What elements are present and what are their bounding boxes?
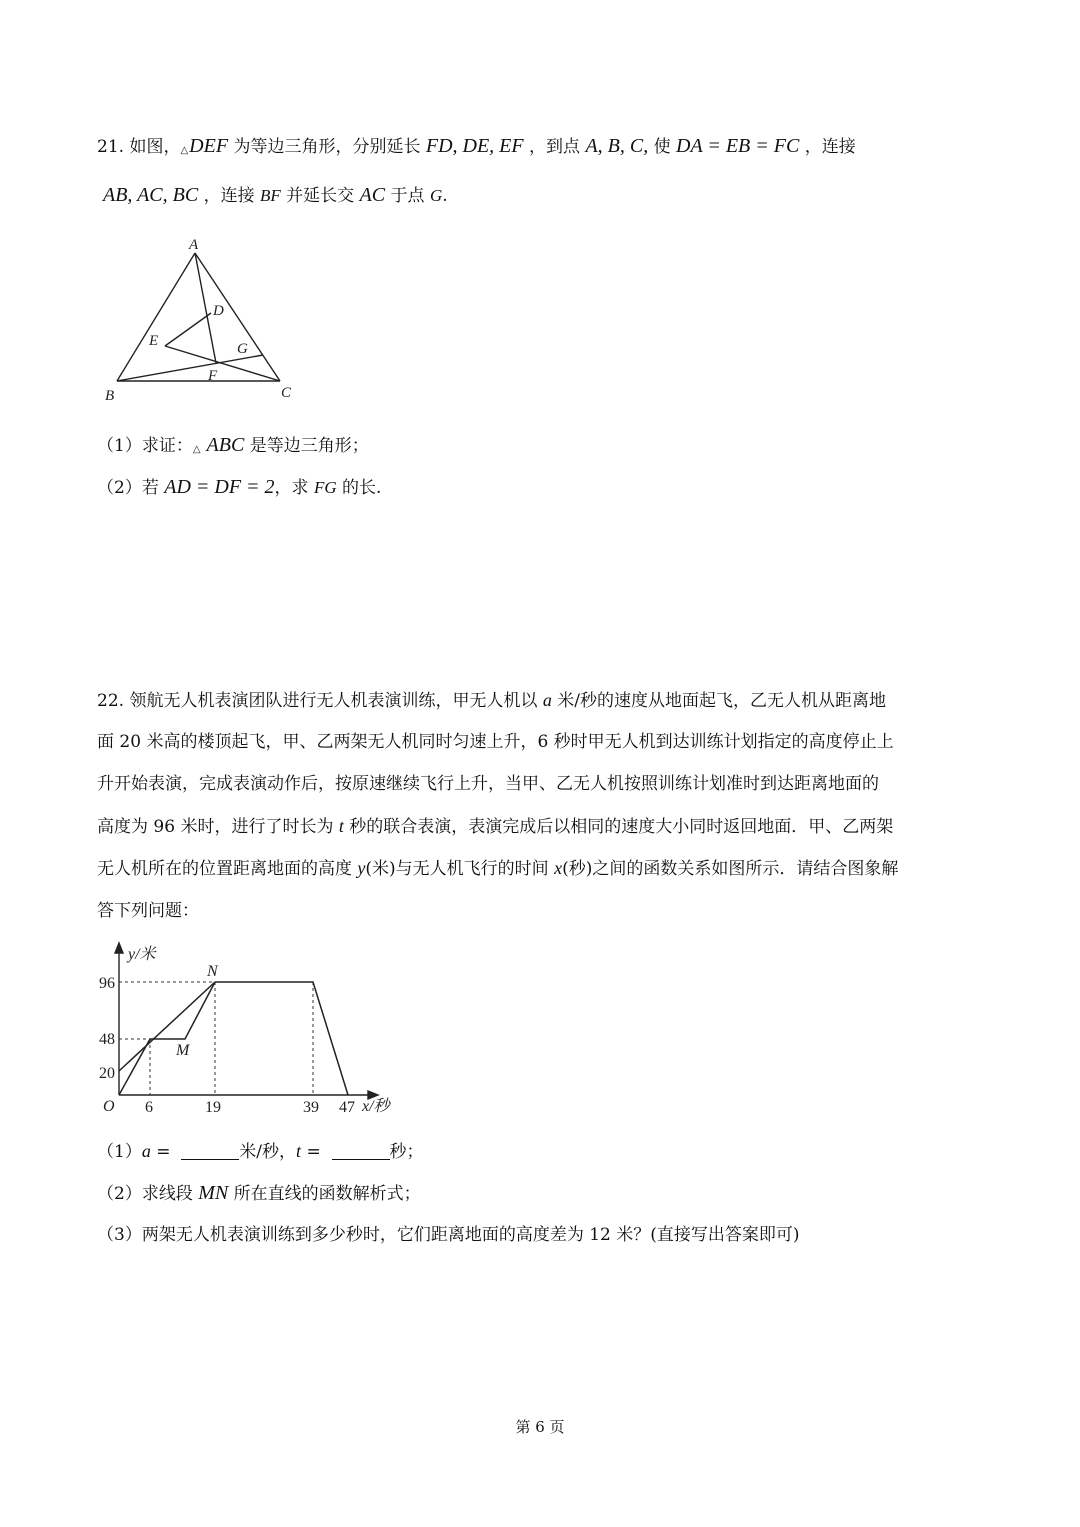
answer-blank-a[interactable] <box>181 1141 239 1160</box>
q21-line-1: 21. 如图，△DEF 为等边三角形，分别延长 FD, DE, EF ，到点 A, B, C, 使 DA = EB = FC ，连接 <box>97 135 856 157</box>
q21-line-2: AB, AC, BC ，连接 BF 并延长交 AC 于点 G. <box>103 184 448 206</box>
label-c: C <box>281 385 292 401</box>
q22-line-1: 22. 领航无人机表演团队进行无人机表演训练，甲无人机以 a 米/秒的速度从地面起飞，乙无人机从距离地 <box>97 690 886 711</box>
label-b: B <box>105 388 115 404</box>
triangle-figure <box>100 232 310 407</box>
q22-sub-2: （2）求线段 MN 所在直线的函数解析式； <box>97 1182 421 1204</box>
segment-de <box>165 313 211 346</box>
label-g: G <box>237 341 248 357</box>
y-tick-96: 96 <box>99 975 115 992</box>
y-tick-48: 48 <box>99 1031 115 1048</box>
q22-sub-3: （3）两架无人机表演训练到多少秒时，它们距离地面的高度差为 12 米？(直接写出答案即可) <box>97 1225 800 1245</box>
q22-line-6: 答下列问题： <box>97 901 199 921</box>
q22-line-5: 无人机所在的位置距离地面的高度 y(米)与无人机飞行的时间 x(秒)之间的函数关系如图所示．请结合图象解 <box>97 858 899 879</box>
q21-sub-2: （2）若 AD = DF = 2，求 FG 的长. <box>97 476 382 498</box>
triangle-symbol: △ <box>180 145 189 156</box>
answer-blank-t[interactable] <box>332 1141 390 1160</box>
x-tick-19: 19 <box>205 1099 221 1116</box>
segment-bg <box>117 355 263 381</box>
label-f: F <box>208 368 218 384</box>
label-d: D <box>213 303 224 319</box>
function-graph <box>90 935 410 1120</box>
label-e: E <box>149 333 159 349</box>
point-m-label: M <box>176 1042 190 1059</box>
q21-sub-1: （1）求证：△ ABC 是等边三角形； <box>97 434 369 456</box>
triangle-symbol: △ <box>192 444 201 455</box>
q22-line-3: 升开始表演，完成表演动作后，按原速继续飞行上升，当甲、乙无人机按照训练计划准时到达距离地面的 <box>97 774 879 794</box>
q22-sub-1: （1）a = 米/秒，t = 秒； <box>97 1141 424 1162</box>
x-tick-39: 39 <box>303 1099 319 1116</box>
y-axis-label: y/米 <box>128 946 156 963</box>
drone-yi-path <box>119 982 215 1071</box>
y-axis-arrow-icon <box>115 943 123 953</box>
x-axis-label: x/秒 <box>362 1098 390 1115</box>
q22-line-2: 面 20 米高的楼顶起飞，甲、乙两架无人机同时匀速上升，6 秒时甲无人机到达训练计划指定的高度停止上 <box>97 732 894 752</box>
q22-line-4: 高度为 96 米时，进行了时长为 t 秒的联合表演，表演完成后以相同的速度大小同时返回地面．甲、乙两架 <box>97 816 894 837</box>
y-tick-20: 20 <box>99 1065 115 1082</box>
origin-label: O <box>103 1098 115 1115</box>
label-a: A <box>189 237 199 253</box>
x-tick-47: 47 <box>339 1099 355 1116</box>
x-tick-6: 6 <box>145 1099 153 1116</box>
joint-path <box>215 982 348 1095</box>
segment-ec <box>165 346 280 381</box>
page-number: 第 6 页 <box>515 1418 565 1436</box>
point-n-label: N <box>207 963 218 980</box>
segment-ab <box>117 253 195 381</box>
